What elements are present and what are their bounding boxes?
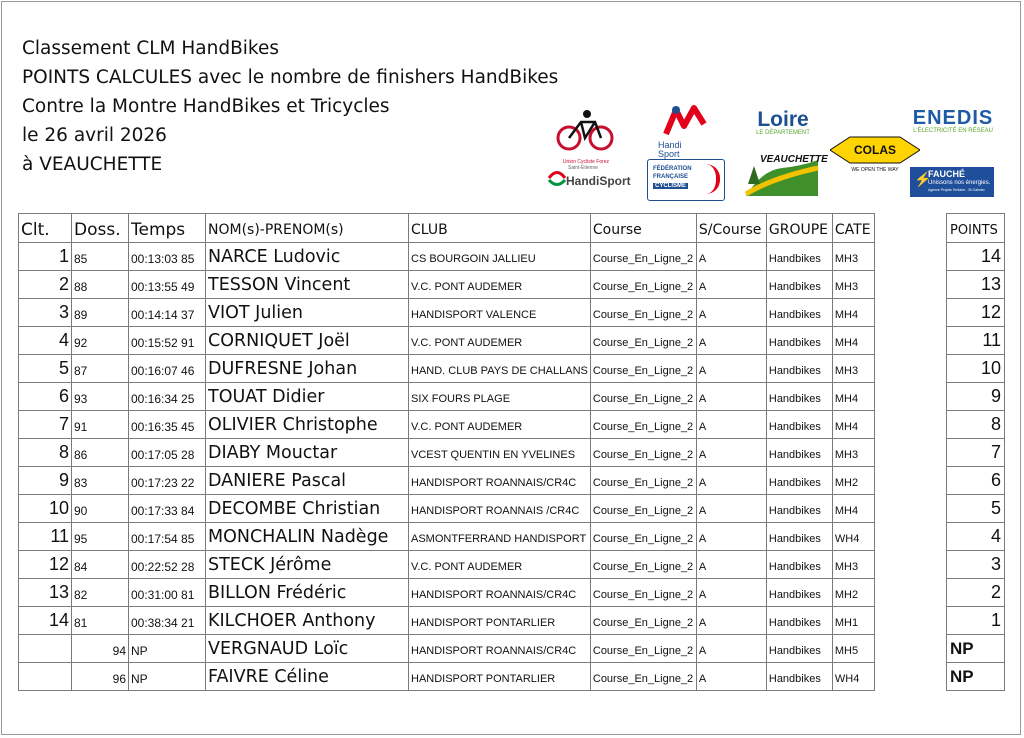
table-row xyxy=(19,663,875,691)
points-header-row xyxy=(947,214,1005,243)
row-rank: 9 xyxy=(19,467,72,495)
row-rank: 4 xyxy=(19,327,72,355)
row-subcourse: A xyxy=(696,383,766,411)
header-scourse: S/Course xyxy=(696,214,766,243)
row-rank: 3 xyxy=(19,299,72,327)
row-name: BILLON Frédéric xyxy=(206,579,409,607)
ffc-logo: FÉDÉRATION FRANÇAISE CYCLISME xyxy=(647,159,725,201)
row-category: MH4 xyxy=(832,383,874,411)
row-group: Handbikes xyxy=(766,495,832,523)
row-bib: 82 xyxy=(72,579,129,607)
header-location: à VEAUCHETTE xyxy=(22,154,163,175)
table-row xyxy=(19,607,875,635)
row-bib: 90 xyxy=(72,495,129,523)
table-row xyxy=(19,551,875,579)
row-club: HANDISPORT PONTARLIER xyxy=(409,663,591,691)
points-row xyxy=(947,635,1005,663)
row-bib: 93 xyxy=(72,383,129,411)
header-title: Classement CLM HandBikes xyxy=(22,38,280,59)
row-time: 00:16:07 46 xyxy=(129,355,206,383)
row-time: 00:17:33 84 xyxy=(129,495,206,523)
row-name: VIOT Julien xyxy=(206,299,409,327)
row-name: FAIVRE Céline xyxy=(206,663,409,691)
row-time: 00:13:55 49 xyxy=(129,271,206,299)
header-date: le 26 avril 2026 xyxy=(22,125,167,146)
row-rank: 8 xyxy=(19,439,72,467)
table-row xyxy=(19,523,875,551)
header-temps: Temps xyxy=(129,214,206,243)
table-row xyxy=(19,467,875,495)
loire-logo: Loire LE DÉPARTEMENT xyxy=(756,108,810,136)
points-row xyxy=(947,383,1005,411)
row-name: STECK Jérôme xyxy=(206,551,409,579)
points-row xyxy=(947,271,1005,299)
table-row xyxy=(19,327,875,355)
row-name: TOUAT Didier xyxy=(206,383,409,411)
row-bib: 96 xyxy=(72,663,129,691)
row-club: HANDISPORT ROANNAIS /CR4C xyxy=(409,495,591,523)
row-category: MH2 xyxy=(832,579,874,607)
points-value: NP xyxy=(947,635,1005,663)
row-time: 00:17:23 22 xyxy=(129,467,206,495)
row-group: Handbikes xyxy=(766,411,832,439)
points-row xyxy=(947,439,1005,467)
row-group: Handbikes xyxy=(766,439,832,467)
row-club: V.C. PONT AUDEMER xyxy=(409,411,591,439)
points-value: 6 xyxy=(947,467,1005,495)
row-subcourse: A xyxy=(696,495,766,523)
row-club: ASMONTFERRAND HANDISPORT xyxy=(409,523,591,551)
row-group: Handbikes xyxy=(766,327,832,355)
row-category: MH3 xyxy=(832,551,874,579)
points-row xyxy=(947,243,1005,271)
row-group: Handbikes xyxy=(766,663,832,691)
row-group: Handbikes xyxy=(766,383,832,411)
row-bib: 85 xyxy=(72,243,129,271)
row-subcourse: A xyxy=(696,607,766,635)
row-subcourse: A xyxy=(696,327,766,355)
row-rank: 14 xyxy=(19,607,72,635)
points-row xyxy=(947,411,1005,439)
row-rank: 2 xyxy=(19,271,72,299)
row-subcourse: A xyxy=(696,355,766,383)
row-group: Handbikes xyxy=(766,579,832,607)
ucf-logo: Union Cycliste Forez xyxy=(555,108,617,160)
row-rank: 5 xyxy=(19,355,72,383)
points-value: 10 xyxy=(947,355,1005,383)
row-time: 00:31:00 81 xyxy=(129,579,206,607)
points-table xyxy=(946,213,1005,691)
row-category: MH4 xyxy=(832,495,874,523)
row-rank: 11 xyxy=(19,523,72,551)
row-group: Handbikes xyxy=(766,551,832,579)
row-subcourse: A xyxy=(696,551,766,579)
row-subcourse: A xyxy=(696,663,766,691)
points-value: 3 xyxy=(947,551,1005,579)
row-subcourse: A xyxy=(696,243,766,271)
row-course: Course_En_Ligne_2 xyxy=(590,243,696,271)
row-course: Course_En_Ligne_2 xyxy=(590,523,696,551)
header-doss: Doss. xyxy=(72,214,129,243)
row-time: NP xyxy=(129,635,206,663)
points-row xyxy=(947,327,1005,355)
row-group: Handbikes xyxy=(766,607,832,635)
points-row xyxy=(947,663,1005,691)
row-course: Course_En_Ligne_2 xyxy=(590,579,696,607)
row-group: Handbikes xyxy=(766,271,832,299)
points-row xyxy=(947,523,1005,551)
row-subcourse: A xyxy=(696,439,766,467)
points-row xyxy=(947,495,1005,523)
row-rank: 10 xyxy=(19,495,72,523)
header-course: Course xyxy=(590,214,696,243)
row-subcourse: A xyxy=(696,411,766,439)
points-value: 1 xyxy=(947,607,1005,635)
row-course: Course_En_Ligne_2 xyxy=(590,383,696,411)
points-value: 13 xyxy=(947,271,1005,299)
row-subcourse: A xyxy=(696,271,766,299)
row-course: Course_En_Ligne_2 xyxy=(590,411,696,439)
row-bib: 94 xyxy=(72,635,129,663)
points-row xyxy=(947,355,1005,383)
points-value: 8 xyxy=(947,411,1005,439)
points-value: 7 xyxy=(947,439,1005,467)
table-header-row xyxy=(19,214,875,243)
table-row xyxy=(19,271,875,299)
row-bib: 95 xyxy=(72,523,129,551)
row-category: MH4 xyxy=(832,327,874,355)
row-time: 00:17:54 85 xyxy=(129,523,206,551)
table-row xyxy=(19,299,875,327)
points-row xyxy=(947,551,1005,579)
points-value: 9 xyxy=(947,383,1005,411)
row-category: MH2 xyxy=(832,467,874,495)
row-subcourse: A xyxy=(696,467,766,495)
row-club: V.C. PONT AUDEMER xyxy=(409,327,591,355)
row-club: CS BOURGOIN JALLIEU xyxy=(409,243,591,271)
row-bib: 86 xyxy=(72,439,129,467)
row-bib: 84 xyxy=(72,551,129,579)
row-category: MH4 xyxy=(832,411,874,439)
lightning-icon: ⚡ xyxy=(914,171,932,187)
points-value: 4 xyxy=(947,523,1005,551)
table-row xyxy=(19,495,875,523)
row-club: HANDISPORT ROANNAIS/CR4C xyxy=(409,579,591,607)
row-bib: 91 xyxy=(72,411,129,439)
row-subcourse: A xyxy=(696,579,766,607)
row-time: 00:17:05 28 xyxy=(129,439,206,467)
row-course: Course_En_Ligne_2 xyxy=(590,439,696,467)
row-bib: 81 xyxy=(72,607,129,635)
row-group: Handbikes xyxy=(766,355,832,383)
row-rank xyxy=(19,663,72,691)
header-points: POINTS xyxy=(947,214,1005,243)
row-rank: 6 xyxy=(19,383,72,411)
row-category: MH3 xyxy=(832,439,874,467)
table-row xyxy=(19,579,875,607)
row-bib: 89 xyxy=(72,299,129,327)
row-club: V.C. PONT AUDEMER xyxy=(409,551,591,579)
points-row xyxy=(947,299,1005,327)
header-points-note: POINTS CALCULES avec le nombre de finishers HandBikes xyxy=(22,67,559,88)
row-group: Handbikes xyxy=(766,299,832,327)
row-group: Handbikes xyxy=(766,467,832,495)
row-club: VCEST QUENTIN EN YVELINES xyxy=(409,439,591,467)
handi-sport-logo: Handi Sport xyxy=(658,104,716,156)
row-time: 00:15:52 91 xyxy=(129,327,206,355)
row-course: Course_En_Ligne_2 xyxy=(590,299,696,327)
row-name: MONCHALIN Nadège xyxy=(206,523,409,551)
row-name: DIABY Mouctar xyxy=(206,439,409,467)
table-row xyxy=(19,355,875,383)
row-category: MH1 xyxy=(832,607,874,635)
row-category: MH4 xyxy=(832,299,874,327)
row-course: Course_En_Ligne_2 xyxy=(590,607,696,635)
row-name: TESSON Vincent xyxy=(206,271,409,299)
row-time: 00:16:35 45 xyxy=(129,411,206,439)
header-cate: CATE xyxy=(832,214,874,243)
row-group: Handbikes xyxy=(766,243,832,271)
table-row xyxy=(19,383,875,411)
row-name: DUFRESNE Johan xyxy=(206,355,409,383)
row-club: HANDISPORT ROANNAIS/CR4C xyxy=(409,467,591,495)
row-category: WH4 xyxy=(832,663,874,691)
row-group: Handbikes xyxy=(766,635,832,663)
row-name: NARCE Ludovic xyxy=(206,243,409,271)
row-category: MH3 xyxy=(832,271,874,299)
row-name: CORNIQUET Joël xyxy=(206,327,409,355)
row-bib: 87 xyxy=(72,355,129,383)
row-time: NP xyxy=(129,663,206,691)
results-table xyxy=(18,213,875,691)
points-value: NP xyxy=(947,663,1005,691)
points-value: 2 xyxy=(947,579,1005,607)
points-value: 14 xyxy=(947,243,1005,271)
row-course: Course_En_Ligne_2 xyxy=(590,495,696,523)
row-group: Handbikes xyxy=(766,523,832,551)
row-subcourse: A xyxy=(696,299,766,327)
veauchette-logo: VEAUCHETTE xyxy=(742,150,822,198)
table-row xyxy=(19,243,875,271)
points-row xyxy=(947,579,1005,607)
points-row xyxy=(947,467,1005,495)
header-clt: Clt. xyxy=(19,214,72,243)
row-club: HANDISPORT ROANNAIS/CR4C xyxy=(409,635,591,663)
fauche-logo: ⚡ FAUCHÉ Unissons nos énergies. Agence Projets Tertiaire - St Galmier xyxy=(910,167,994,197)
document-header xyxy=(22,34,558,179)
handisport-loire-logo: Saint-Étienne HandiSport xyxy=(546,165,630,191)
row-rank: 7 xyxy=(19,411,72,439)
row-name: OLIVIER Christophe xyxy=(206,411,409,439)
row-name: KILCHOER Anthony xyxy=(206,607,409,635)
row-category: MH3 xyxy=(832,355,874,383)
points-value: 5 xyxy=(947,495,1005,523)
row-bib: 88 xyxy=(72,271,129,299)
enedis-logo: ENEDIS L'ÉLECTRICITÉ EN RÉSEAU xyxy=(912,107,994,134)
row-time: 00:16:34 25 xyxy=(129,383,206,411)
row-course: Course_En_Ligne_2 xyxy=(590,327,696,355)
row-name: VERGNAUD Loïc xyxy=(206,635,409,663)
row-rank: 13 xyxy=(19,579,72,607)
header-groupe: GROUPE xyxy=(766,214,832,243)
row-club: SIX FOURS PLAGE xyxy=(409,383,591,411)
row-course: Course_En_Ligne_2 xyxy=(590,355,696,383)
row-time: 00:38:34 21 xyxy=(129,607,206,635)
row-category: MH5 xyxy=(832,635,874,663)
colas-logo: COLAS WE OPEN THE WAY xyxy=(830,135,920,177)
row-course: Course_En_Ligne_2 xyxy=(590,271,696,299)
row-course: Course_En_Ligne_2 xyxy=(590,467,696,495)
row-time: 00:22:52 28 xyxy=(129,551,206,579)
header-club: CLUB xyxy=(409,214,591,243)
row-club: HANDISPORT PONTARLIER xyxy=(409,607,591,635)
header-nom: NOM(s)-PRENOM(s) xyxy=(206,214,409,243)
row-course: Course_En_Ligne_2 xyxy=(590,663,696,691)
row-category: MH3 xyxy=(832,243,874,271)
table-row xyxy=(19,439,875,467)
table-row xyxy=(19,635,875,663)
row-time: 00:14:14 37 xyxy=(129,299,206,327)
row-club: HANDISPORT VALENCE xyxy=(409,299,591,327)
row-course: Course_En_Ligne_2 xyxy=(590,635,696,663)
row-bib: 92 xyxy=(72,327,129,355)
table-row xyxy=(19,411,875,439)
row-category: WH4 xyxy=(832,523,874,551)
row-subcourse: A xyxy=(696,635,766,663)
points-value: 12 xyxy=(947,299,1005,327)
row-course: Course_En_Ligne_2 xyxy=(590,551,696,579)
row-club: HAND. CLUB PAYS DE CHALLANS xyxy=(409,355,591,383)
points-row xyxy=(947,607,1005,635)
row-club: V.C. PONT AUDEMER xyxy=(409,271,591,299)
row-rank: 12 xyxy=(19,551,72,579)
row-name: DECOMBE Christian xyxy=(206,495,409,523)
row-rank: 1 xyxy=(19,243,72,271)
row-bib: 83 xyxy=(72,467,129,495)
header-event: Contre la Montre HandBikes et Tricycles xyxy=(22,96,390,117)
row-subcourse: A xyxy=(696,523,766,551)
points-value: 11 xyxy=(947,327,1005,355)
row-rank xyxy=(19,635,72,663)
row-time: 00:13:03 85 xyxy=(129,243,206,271)
row-name: DANIERE Pascal xyxy=(206,467,409,495)
